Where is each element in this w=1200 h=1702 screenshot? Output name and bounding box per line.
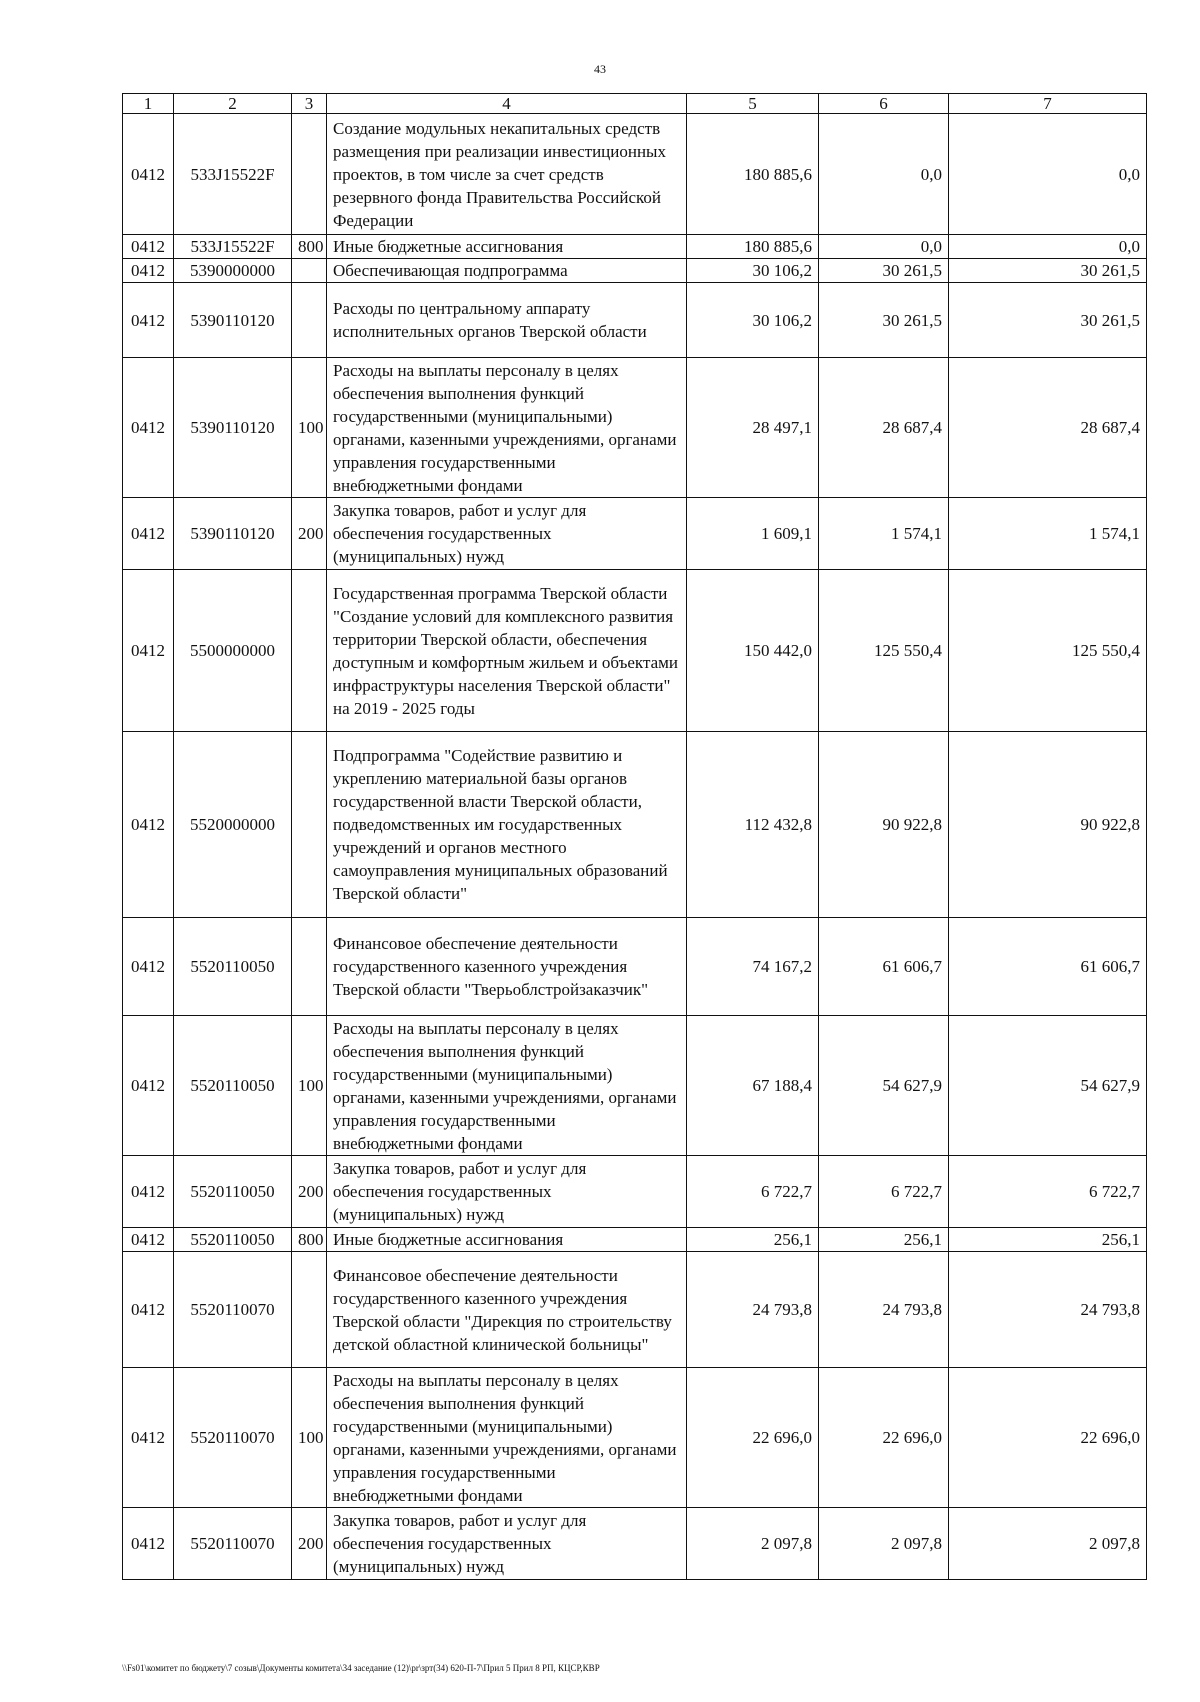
amount-col6-cell: 28 687,4 <box>819 358 949 498</box>
item-name-cell: Иные бюджетные ассигнования <box>327 1228 687 1252</box>
table-row <box>123 1508 1147 1580</box>
amount-col7-cell: 0,0 <box>949 235 1147 259</box>
amount-col7-cell: 256,1 <box>949 1228 1147 1252</box>
item-name-cell: Обеспечивающая подпрограмма <box>327 259 687 283</box>
item-name-cell: Расходы на выплаты персоналу в целях обеспечения выполнения функций государственными (муниципальными) органами, казенными учреждениями, органами управления государственными внебюджетными фондами <box>327 358 687 498</box>
item-name-cell: Государственная программа Тверской области "Создание условий для комплексного развития территории Тверской области, обеспечения доступным и комфортным жильем и объектами инфраструктуры населения Тверской области" на 2019 - 2025 годы <box>327 570 687 732</box>
expense-type-cell <box>292 283 327 358</box>
table-row <box>123 918 1147 1016</box>
target-code-cell: 5520110070 <box>174 1252 292 1368</box>
section-cell: 0412 <box>123 1508 174 1580</box>
expense-type-cell <box>292 918 327 1016</box>
amount-col7-cell: 125 550,4 <box>949 570 1147 732</box>
column-header: 5 <box>687 94 819 114</box>
amount-col7-cell: 61 606,7 <box>949 918 1147 1016</box>
expense-type-cell <box>292 732 327 918</box>
expense-type-cell <box>292 114 327 235</box>
target-code-cell: 5520110070 <box>174 1508 292 1580</box>
target-code-cell: 533J15522F <box>174 235 292 259</box>
amount-col6-cell: 125 550,4 <box>819 570 949 732</box>
target-code-cell: 5520110050 <box>174 1156 292 1228</box>
amount-col6-cell: 22 696,0 <box>819 1368 949 1508</box>
amount-col5-cell: 150 442,0 <box>687 570 819 732</box>
section-cell: 0412 <box>123 283 174 358</box>
target-code-cell: 5390110120 <box>174 283 292 358</box>
budget-table <box>122 93 1147 1580</box>
column-header: 1 <box>123 94 174 114</box>
amount-col6-cell: 30 261,5 <box>819 283 949 358</box>
amount-col6-cell: 54 627,9 <box>819 1016 949 1156</box>
target-code-cell: 5390000000 <box>174 259 292 283</box>
item-name-cell: Подпрограмма "Содействие развитию и укреплению материальной базы органов государственной власти Тверской области, подведомственных им государственных учреждений и органов местного самоуправления муниципальных образований Тверской области" <box>327 732 687 918</box>
amount-col6-cell: 0,0 <box>819 235 949 259</box>
column-header: 4 <box>327 94 687 114</box>
table-row <box>123 1252 1147 1368</box>
expense-type-cell <box>292 570 327 732</box>
amount-col7-cell: 2 097,8 <box>949 1508 1147 1580</box>
amount-col5-cell: 6 722,7 <box>687 1156 819 1228</box>
section-cell: 0412 <box>123 732 174 918</box>
amount-col5-cell: 180 885,6 <box>687 235 819 259</box>
amount-col5-cell: 1 609,1 <box>687 498 819 570</box>
table-row <box>123 1368 1147 1508</box>
target-code-cell: 5520000000 <box>174 732 292 918</box>
table-row <box>123 358 1147 498</box>
table-row <box>123 114 1147 235</box>
amount-col5-cell: 30 106,2 <box>687 283 819 358</box>
amount-col7-cell: 30 261,5 <box>949 259 1147 283</box>
target-code-cell: 5390110120 <box>174 358 292 498</box>
amount-col6-cell: 6 722,7 <box>819 1156 949 1228</box>
file-path-footer: \\Fs01\комитет по бюджету\7 созыв\Документы комитета\34 заседание (12)\pr\зрт(34) 620-П-7\Прил 5 Прил 8 РП, КЦСР,КВР <box>122 1663 600 1673</box>
section-cell: 0412 <box>123 1016 174 1156</box>
table-row <box>123 283 1147 358</box>
amount-col5-cell: 180 885,6 <box>687 114 819 235</box>
amount-col5-cell: 67 188,4 <box>687 1016 819 1156</box>
amount-col7-cell: 1 574,1 <box>949 498 1147 570</box>
expense-type-cell: 800 <box>292 1228 327 1252</box>
section-cell: 0412 <box>123 1368 174 1508</box>
table-row <box>123 235 1147 259</box>
section-cell: 0412 <box>123 1228 174 1252</box>
amount-col5-cell: 24 793,8 <box>687 1252 819 1368</box>
expense-type-cell: 100 <box>292 1368 327 1508</box>
section-cell: 0412 <box>123 1156 174 1228</box>
section-cell: 0412 <box>123 570 174 732</box>
expense-type-cell: 200 <box>292 1508 327 1580</box>
amount-col5-cell: 22 696,0 <box>687 1368 819 1508</box>
amount-col7-cell: 28 687,4 <box>949 358 1147 498</box>
amount-col5-cell: 112 432,8 <box>687 732 819 918</box>
table-row <box>123 1228 1147 1252</box>
section-cell: 0412 <box>123 259 174 283</box>
section-cell: 0412 <box>123 498 174 570</box>
expense-type-cell: 100 <box>292 1016 327 1156</box>
amount-col7-cell: 90 922,8 <box>949 732 1147 918</box>
item-name-cell: Закупка товаров, работ и услуг для обеспечения государственных (муниципальных) нужд <box>327 1508 687 1580</box>
amount-col5-cell: 256,1 <box>687 1228 819 1252</box>
target-code-cell: 5520110050 <box>174 918 292 1016</box>
section-cell: 0412 <box>123 918 174 1016</box>
item-name-cell: Финансовое обеспечение деятельности государственного казенного учреждения Тверской области "Тверьоблстройзаказчик" <box>327 918 687 1016</box>
section-cell: 0412 <box>123 114 174 235</box>
amount-col5-cell: 28 497,1 <box>687 358 819 498</box>
item-name-cell: Расходы по центральному аппарату исполнительных органов Тверской области <box>327 283 687 358</box>
item-name-cell: Создание модульных некапитальных средств размещения при реализации инвестиционных проектов, в том числе за счет средств резервного фонда Правительства Российской Федерации <box>327 114 687 235</box>
expense-type-cell <box>292 259 327 283</box>
column-header: 3 <box>292 94 327 114</box>
amount-col6-cell: 30 261,5 <box>819 259 949 283</box>
target-code-cell: 5520110050 <box>174 1016 292 1156</box>
table-row <box>123 498 1147 570</box>
table-row <box>123 570 1147 732</box>
item-name-cell: Закупка товаров, работ и услуг для обеспечения государственных (муниципальных) нужд <box>327 498 687 570</box>
amount-col7-cell: 24 793,8 <box>949 1252 1147 1368</box>
expense-type-cell <box>292 1252 327 1368</box>
amount-col6-cell: 1 574,1 <box>819 498 949 570</box>
table-row <box>123 732 1147 918</box>
amount-col7-cell: 22 696,0 <box>949 1368 1147 1508</box>
item-name-cell: Финансовое обеспечение деятельности государственного казенного учреждения Тверской области "Дирекция по строительству детской областной клинической больницы" <box>327 1252 687 1368</box>
amount-col5-cell: 74 167,2 <box>687 918 819 1016</box>
target-code-cell: 5390110120 <box>174 498 292 570</box>
column-header: 2 <box>174 94 292 114</box>
page-number: 43 <box>594 62 606 76</box>
table-row <box>123 1156 1147 1228</box>
target-code-cell: 533J15522F <box>174 114 292 235</box>
section-cell: 0412 <box>123 1252 174 1368</box>
table-row <box>123 1016 1147 1156</box>
column-header: 7 <box>949 94 1147 114</box>
amount-col6-cell: 24 793,8 <box>819 1252 949 1368</box>
expense-type-cell: 200 <box>292 1156 327 1228</box>
target-code-cell: 5520110050 <box>174 1228 292 1252</box>
amount-col7-cell: 54 627,9 <box>949 1016 1147 1156</box>
item-name-cell: Закупка товаров, работ и услуг для обеспечения государственных (муниципальных) нужд <box>327 1156 687 1228</box>
expense-type-cell: 100 <box>292 358 327 498</box>
target-code-cell: 5520110070 <box>174 1368 292 1508</box>
amount-col7-cell: 30 261,5 <box>949 283 1147 358</box>
expense-type-cell: 800 <box>292 235 327 259</box>
item-name-cell: Иные бюджетные ассигнования <box>327 235 687 259</box>
amount-col6-cell: 61 606,7 <box>819 918 949 1016</box>
amount-col7-cell: 6 722,7 <box>949 1156 1147 1228</box>
column-number-row <box>123 94 1147 114</box>
expense-type-cell: 200 <box>292 498 327 570</box>
amount-col5-cell: 2 097,8 <box>687 1508 819 1580</box>
section-cell: 0412 <box>123 358 174 498</box>
amount-col7-cell: 0,0 <box>949 114 1147 235</box>
section-cell: 0412 <box>123 235 174 259</box>
item-name-cell: Расходы на выплаты персоналу в целях обеспечения выполнения функций государственными (муниципальными) органами, казенными учреждениями, органами управления государственными внебюджетными фондами <box>327 1368 687 1508</box>
table-row <box>123 259 1147 283</box>
target-code-cell: 5500000000 <box>174 570 292 732</box>
amount-col5-cell: 30 106,2 <box>687 259 819 283</box>
amount-col6-cell: 2 097,8 <box>819 1508 949 1580</box>
amount-col6-cell: 0,0 <box>819 114 949 235</box>
amount-col6-cell: 90 922,8 <box>819 732 949 918</box>
column-header: 6 <box>819 94 949 114</box>
amount-col6-cell: 256,1 <box>819 1228 949 1252</box>
item-name-cell: Расходы на выплаты персоналу в целях обеспечения выполнения функций государственными (муниципальными) органами, казенными учреждениями, органами управления государственными внебюджетными фондами <box>327 1016 687 1156</box>
